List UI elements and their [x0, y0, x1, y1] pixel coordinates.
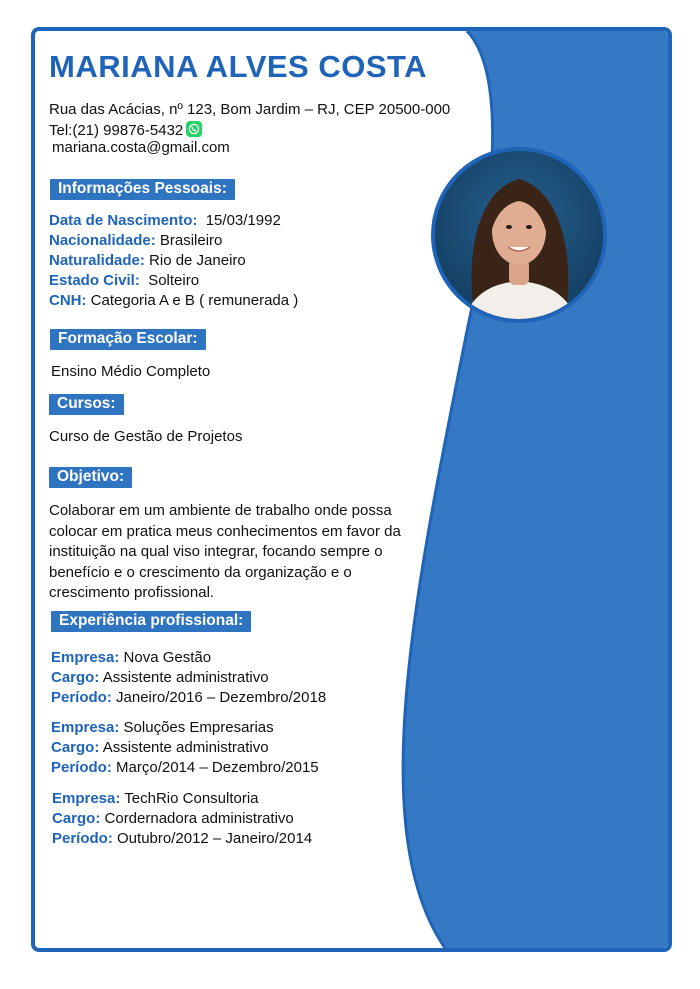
- nationality-label: Nacionalidade:: [49, 232, 156, 249]
- section-objective: Objetivo:: [49, 467, 132, 488]
- resume-page: [31, 27, 672, 952]
- objective-line: Colaborar em um ambiente de trabalho onde possa: [49, 502, 392, 519]
- section-courses: Cursos:: [49, 394, 124, 415]
- nationality-row: [49, 232, 222, 249]
- course-value: Curso de Gestão de Projetos: [49, 428, 243, 445]
- objective-text: [49, 501, 419, 604]
- objective-line: benefício e o crescimento da organização e o: [49, 563, 352, 581]
- job-2-period: Período: Março/2014 – Dezembro/2015: [51, 759, 319, 776]
- cnh-value: Categoria A e B ( remunerada ): [90, 292, 299, 309]
- job-3-period: Período: Outubro/2012 – Janeiro/2014: [52, 830, 313, 847]
- whatsapp-icon: [186, 121, 202, 137]
- birth-date-label: Data de Nascimento:: [49, 212, 198, 229]
- civil-status-label: Estado Civil:: [49, 272, 140, 289]
- job-2-company: Empresa: Soluções Empresarias: [51, 719, 274, 736]
- job-1-period: Período: Janeiro/2016 – Dezembro/2018: [51, 689, 327, 706]
- address: Rua das Acácias, nº 123, Bom Jardim – RJ, CEP 20500-000: [49, 101, 451, 118]
- candidate-name: MARIANA ALVES COSTA: [49, 49, 428, 84]
- job-1-role: Cargo: Assistente administrativo: [51, 669, 269, 686]
- education-value: Ensino Médio Completo: [51, 363, 211, 380]
- email: mariana.costa@gmail.com: [52, 139, 230, 156]
- civil-status-row: [49, 272, 199, 289]
- job-3-company: Empresa: TechRio Consultoria: [52, 790, 259, 807]
- objective-line: instituição na qual viso integrar, focando sempre o: [49, 543, 383, 560]
- cnh-label: CNH:: [49, 292, 87, 309]
- cnh-row: [49, 292, 298, 309]
- civil-status-value: Solteiro: [148, 272, 200, 289]
- nationality-value: Brasileiro: [159, 232, 223, 249]
- job-3-role: Cargo: Cordernadora administrativo: [52, 810, 294, 827]
- job-2-role: Cargo: Assistente administrativo: [51, 739, 269, 756]
- birthplace-label: Naturalidade:: [49, 252, 145, 269]
- job-1-company: Empresa: Nova Gestão: [51, 649, 212, 666]
- birthplace-value: Rio de Janeiro: [149, 252, 246, 269]
- section-experience: Experiência profissional:: [51, 611, 251, 632]
- section-personal-info: Informações Pessoais:: [50, 179, 235, 200]
- birth-date-value: 15/03/1992: [205, 212, 281, 229]
- birthplace-row: [49, 252, 246, 269]
- objective-line: crescimento profissional.: [49, 584, 215, 601]
- section-education: Formação Escolar:: [50, 329, 206, 350]
- phone-line: [49, 121, 202, 139]
- phone: Tel:(21) 99876-5432: [49, 122, 184, 139]
- objective-line: colocar em pratica meus conhecimentos em favor da: [49, 522, 401, 540]
- profile-photo: [431, 147, 607, 323]
- birth-date-row: [49, 212, 281, 229]
